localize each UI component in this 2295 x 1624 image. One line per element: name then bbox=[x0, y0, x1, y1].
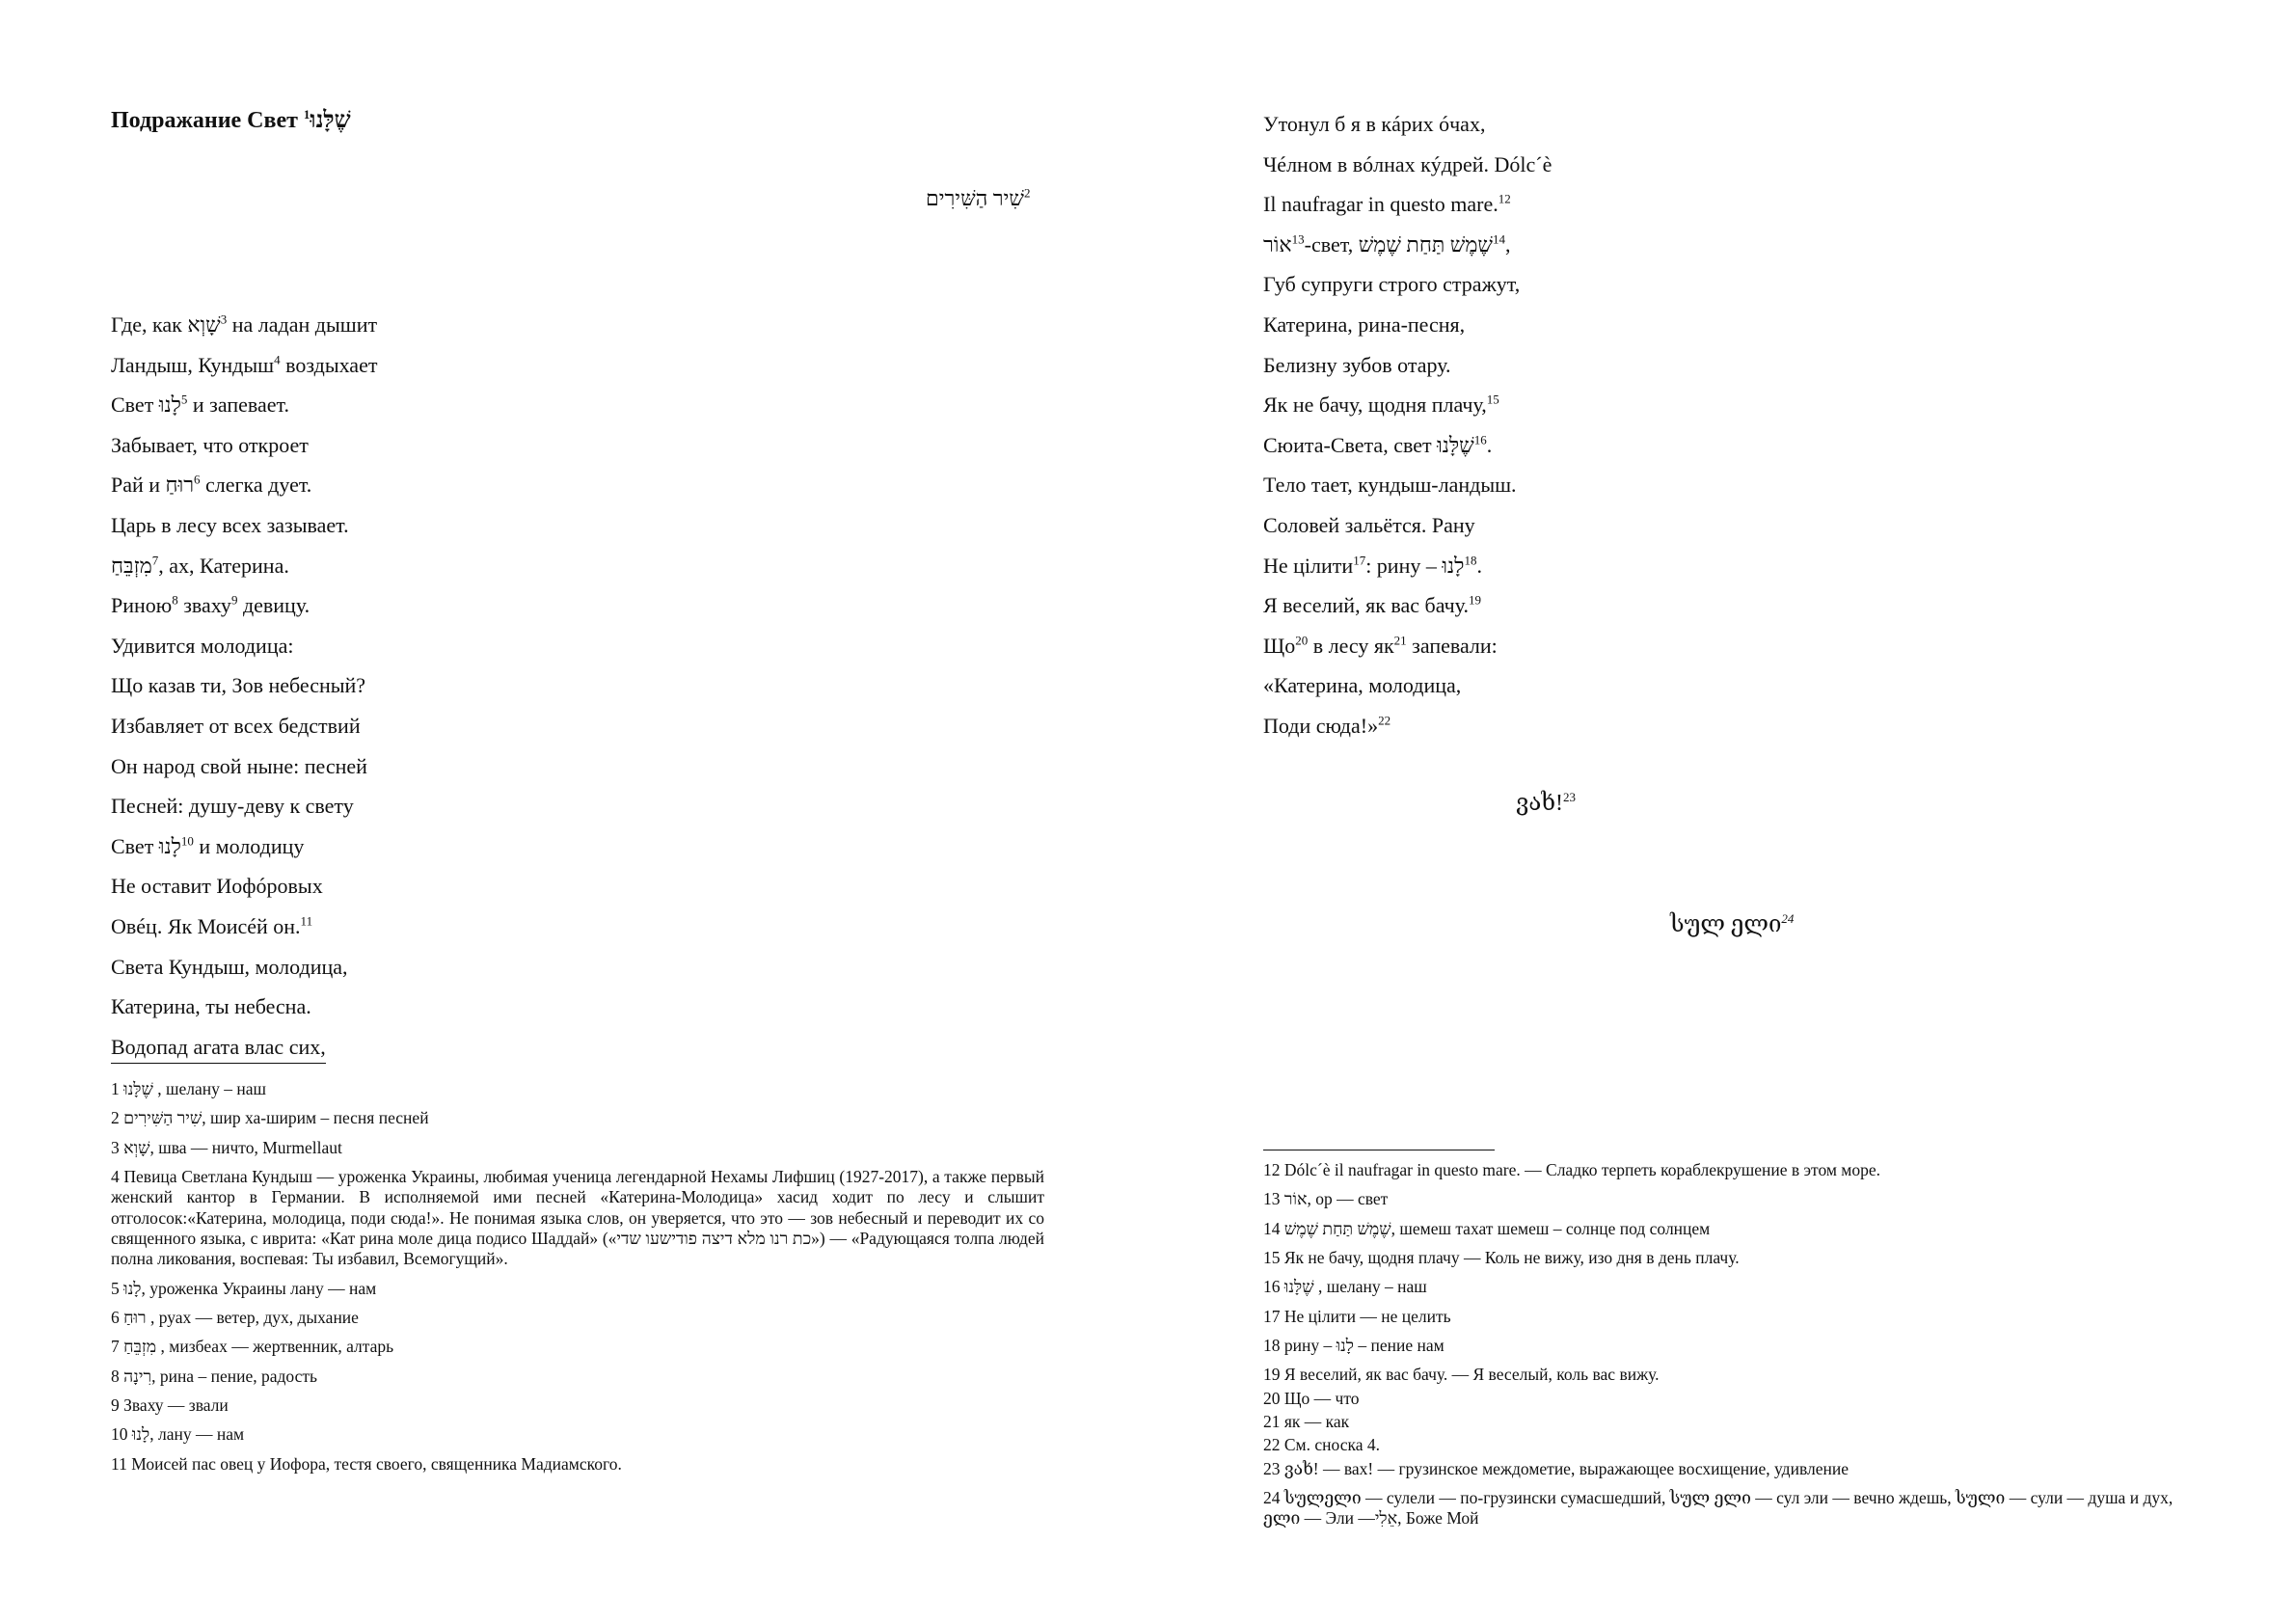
footnote-ref[interactable]: 22 bbox=[1378, 713, 1391, 728]
poem-line bbox=[1263, 665, 1552, 706]
line-text: зваху bbox=[177, 593, 231, 618]
poem-line bbox=[111, 385, 377, 425]
signature-text: სულ ელი bbox=[1670, 912, 1782, 937]
poem-line bbox=[1263, 264, 1552, 305]
line-text: Тело тает, кундыш-ландыш. bbox=[1263, 473, 1517, 498]
footnotes-right bbox=[1263, 1160, 2179, 1538]
footnote: 14 שֶׁמֶשׁ תַּחַת שֶׁמֶשׁ, шемеш тахат шемеш – солнце под солнцем bbox=[1263, 1218, 1711, 1238]
footnote: 9 Зваху — звали bbox=[111, 1395, 229, 1416]
footnote-ref[interactable]: 10 bbox=[180, 833, 194, 849]
poem-line bbox=[111, 866, 377, 907]
footnote: 13 אוֹר, ор — свет bbox=[1263, 1189, 1389, 1209]
hebrew-word: שֶׁלָּנוּ bbox=[1437, 432, 1474, 457]
line-text: Сюита-Света, свет bbox=[1263, 432, 1438, 457]
line-text: «Катерина, молодица, bbox=[1263, 673, 1462, 698]
poem-line bbox=[1263, 385, 1552, 425]
poem-line bbox=[111, 425, 377, 466]
poem-line bbox=[111, 505, 377, 546]
poem-stanza-left bbox=[111, 305, 377, 1067]
line-text: Катерина, ты небесна. bbox=[111, 994, 311, 1019]
line-text: Що bbox=[1263, 633, 1296, 658]
line-text: Риною bbox=[111, 593, 173, 618]
line-text: Избавляет от всех бедствий bbox=[111, 713, 361, 738]
poem-line bbox=[1263, 425, 1552, 466]
poem-line bbox=[111, 987, 377, 1027]
line-text: Царь в лесу всех зазывает. bbox=[111, 512, 349, 537]
hebrew-word: שָׁוְא bbox=[187, 312, 221, 337]
footnote-ref[interactable]: 23 bbox=[1563, 790, 1577, 804]
epigraph-text: שִׁיר הַשִּׁירִים bbox=[926, 186, 1024, 210]
poem-line bbox=[1263, 626, 1552, 666]
line-text: девицу. bbox=[237, 593, 310, 618]
poem-line bbox=[111, 665, 377, 706]
poem-line bbox=[111, 1027, 377, 1068]
footnote-ref[interactable]: 13 bbox=[1291, 231, 1305, 247]
line-text: Песней: душу-деву к свету bbox=[111, 794, 354, 819]
footnote: 1 שֶׁלָּנוּ , шелану – наш bbox=[111, 1079, 266, 1098]
line-text: воздыхает bbox=[280, 352, 378, 377]
poem-line bbox=[111, 546, 377, 586]
poem-line bbox=[1263, 505, 1552, 546]
footnote-ref[interactable]: 15 bbox=[1486, 392, 1499, 407]
footnote-ref[interactable]: 11 bbox=[300, 913, 313, 929]
poem-line bbox=[1263, 546, 1552, 586]
line-text: в лесу як bbox=[1308, 633, 1394, 658]
line-text: Катерина, рина-песня, bbox=[1263, 311, 1466, 337]
line-text: Ландыш, Кундыш bbox=[111, 352, 275, 377]
footnote-ref[interactable]: 7 bbox=[151, 553, 159, 568]
line-text: слегка дует. bbox=[200, 473, 312, 498]
line-text: : рину – bbox=[1365, 553, 1443, 578]
poem-line bbox=[1263, 145, 1552, 185]
hebrew-word: לָנוּ bbox=[1442, 553, 1465, 578]
footnotes-left bbox=[111, 1079, 1044, 1483]
footnote-ref[interactable]: 3 bbox=[220, 311, 228, 327]
line-text: Света Кундыш, молодица, bbox=[111, 954, 348, 979]
line-text: Где, как bbox=[111, 312, 188, 337]
poem-title-text: Подражание Свет שֶׁלָּנוּ bbox=[111, 108, 351, 133]
footnote: 17 Не цілити — не целить bbox=[1263, 1306, 1451, 1326]
footnote-ref[interactable]: 12 bbox=[1498, 191, 1511, 206]
footnote: 2 שִׁיר הַשִּׁירִים, шир ха-ширим – песня песней bbox=[111, 1108, 429, 1128]
line-text: Свет bbox=[111, 392, 159, 418]
line-text: Забывает, что откроет bbox=[111, 432, 309, 457]
hebrew-word: אוֹר bbox=[1263, 231, 1292, 257]
footnote: 3 שָׁוְא, шва — ничто, Murmellaut bbox=[111, 1137, 342, 1157]
line-text: Овéц. Як Моисéй он. bbox=[111, 913, 301, 938]
footnote: 20 Що — что bbox=[1263, 1388, 1360, 1408]
poem-line bbox=[111, 947, 377, 988]
line-text: Чéлном в вóлнах кýдрей. Dólc´è bbox=[1263, 151, 1552, 176]
footnote: 21 як — как bbox=[1263, 1412, 1350, 1432]
footnote-ref[interactable]: 19 bbox=[1468, 592, 1481, 608]
footnote: 8 רִינָה, рина – пение, радость bbox=[111, 1366, 317, 1386]
footnote: 10 לָנוּ, лану — нам bbox=[111, 1424, 245, 1445]
footnote-ref[interactable]: 21 bbox=[1393, 633, 1407, 648]
exclamation bbox=[1516, 789, 1576, 817]
footnote: 24 სულელი — сулели — по-грузински сумасшедший, სულ ელი — сул эли — вечно ждешь, სული — сули — душа и дух, ელი — Эли —אֵלִי, Боже Мой bbox=[1263, 1488, 2174, 1529]
footnote: 11 Моисей пас овец у Иофора, тестя своего, священника Мадиамского. bbox=[111, 1453, 622, 1474]
footnote-ref[interactable]: 6 bbox=[194, 473, 201, 488]
poem-line bbox=[111, 626, 377, 666]
hebrew-word: רוּחַ bbox=[165, 473, 195, 498]
poem-line bbox=[1263, 585, 1552, 626]
epigraph bbox=[926, 186, 1030, 211]
line-text: Il naufragar in questo mare. bbox=[1263, 192, 1498, 217]
footnote-ref[interactable]: 20 bbox=[1295, 633, 1309, 648]
footnote: 18 рину – לָנוּ – пение нам bbox=[1263, 1336, 1444, 1356]
line-text: Рай и bbox=[111, 473, 166, 498]
footnote: 4 Певица Светлана Кундыш — уроженка Украины, любимая ученица легендарной Нехамы Лифшиц (1927-2017), а также первый женский кантор в Германии. В исполняемой ими песней «Катерина-Молодица» хасид ходит по лесу и слышит отголосок:«Катерина, молодица, поди сюда!». Не понимая языка слов, он уверяется, что это — зов небесный и переводит их со священного языка, с иврита: «Кат рина моле дица подисо Шаддай» («כת רנו מלא דיצה פודישעו שדי») — «Радующаяся толпа людей полна ликования, воспевая: Ты избавил, Всемогущий». bbox=[111, 1167, 1044, 1269]
footnote-ref[interactable]: 2 bbox=[1023, 185, 1031, 201]
line-text: Як не бачу, щодня плачу, bbox=[1263, 392, 1487, 418]
footnote-ref[interactable]: 14 bbox=[1492, 231, 1505, 247]
signature bbox=[1670, 910, 1794, 938]
line-text: Свет bbox=[111, 833, 159, 858]
line-text: Що казав ти, Зов небесный? bbox=[111, 673, 366, 698]
right-page bbox=[1263, 0, 2189, 1624]
line-text: Он народ свой ныне: песней bbox=[111, 753, 367, 778]
line-text: Губ супруги строго стражут, bbox=[1263, 272, 1521, 297]
line-text: . bbox=[1486, 432, 1493, 457]
footnote-ref[interactable]: 18 bbox=[1464, 553, 1477, 568]
line-text: Утонул б я в кáрих óчах, bbox=[1263, 112, 1486, 136]
footnote-ref[interactable]: 4 bbox=[274, 352, 281, 367]
poem-line bbox=[1263, 305, 1552, 345]
line-text: , ах, Катерина. bbox=[158, 553, 289, 578]
hebrew-word: שֶׁמֶשׁ תַּחַת שֶׁמֶשׁ bbox=[1358, 231, 1493, 257]
footnote-ref[interactable]: 5 bbox=[180, 392, 188, 407]
hebrew-word: מִזְבֵּחַ bbox=[111, 553, 152, 578]
poem-line bbox=[111, 305, 377, 345]
footnote: 15 Як не бачу, щодня плачу — Коль не вижу, изо дня в день плачу. bbox=[1263, 1248, 1740, 1268]
line-text: и запевает. bbox=[187, 392, 289, 418]
footnote-ref[interactable]: 24 bbox=[1781, 911, 1795, 926]
footnote: 5 לָנוּ, уроженка Украины лану — нам bbox=[111, 1278, 377, 1298]
footnote: 7 מִזְבֵּחַ , мизбеах — жертвенник, алтарь bbox=[111, 1337, 394, 1357]
hebrew-word: לָנוּ bbox=[158, 392, 181, 418]
poem-line bbox=[1263, 104, 1552, 145]
footnote: 22 См. сноска 4. bbox=[1263, 1435, 1380, 1455]
line-text: на ладан дышит bbox=[227, 312, 378, 337]
poem-line bbox=[111, 786, 377, 826]
left-page bbox=[111, 0, 1046, 1624]
poem-line bbox=[111, 907, 377, 947]
footnote-ref[interactable]: 8 bbox=[172, 592, 178, 608]
line-text: запевали: bbox=[1406, 633, 1498, 658]
poem-stanza-right bbox=[1263, 104, 1552, 746]
poem-title bbox=[111, 108, 351, 134]
footnote-ref[interactable]: 1 bbox=[303, 107, 310, 122]
footnote-ref[interactable]: 17 bbox=[1353, 553, 1366, 568]
footnote-ref[interactable]: 9 bbox=[230, 592, 238, 608]
line-text: Удивится молодица: bbox=[111, 633, 294, 658]
footnote-ref[interactable]: 16 bbox=[1473, 432, 1487, 447]
poem-line bbox=[1263, 225, 1552, 265]
footnote: 16 שֶׁלָּנוּ , шелану – наш bbox=[1263, 1277, 1427, 1297]
poem-line bbox=[1263, 465, 1552, 505]
poem-line bbox=[111, 585, 377, 626]
line-text: Поди сюда!» bbox=[1263, 713, 1379, 738]
line-text: -свет, bbox=[1304, 231, 1359, 257]
exclamation-text: ვახ! bbox=[1516, 791, 1564, 816]
line-text: Соловей зальётся. Рану bbox=[1263, 512, 1475, 537]
footnote: 23 ვახ! — вах! — грузинское междометие, выражающее восхищение, удивление bbox=[1263, 1458, 1849, 1478]
line-text: Я веселий, як вас бачу. bbox=[1263, 593, 1469, 618]
line-text: , bbox=[1504, 231, 1511, 257]
line-text: Не цілити bbox=[1263, 553, 1354, 578]
footnote: 6 רוּחַ , руах — ветер, дух, дыхание bbox=[111, 1308, 359, 1328]
footnote: 19 Я веселий, як вас бачу. — Я веселый, коль вас вижу. bbox=[1263, 1365, 1660, 1385]
poem-line bbox=[111, 465, 377, 505]
poem-line bbox=[1263, 706, 1552, 746]
poem-line bbox=[1263, 184, 1552, 225]
line-text: . bbox=[1476, 553, 1482, 578]
poem-line bbox=[111, 706, 377, 746]
line-text: и молодицу bbox=[193, 833, 305, 858]
poem-line bbox=[111, 345, 377, 386]
poem-line bbox=[111, 826, 377, 867]
line-text: Белизну зубов отару. bbox=[1263, 352, 1451, 377]
poem-line bbox=[1263, 345, 1552, 386]
footnote: 12 Dólc´è il naufragar in questo mare. — Сладко терпеть кораблекрушение в этом море. bbox=[1263, 1160, 1881, 1179]
poem-line bbox=[111, 746, 377, 787]
line-text: Не оставит Иофóровых bbox=[111, 874, 323, 899]
line-text: Водопад агата влас сих, bbox=[111, 1034, 326, 1059]
hebrew-word: לָנוּ bbox=[158, 833, 181, 858]
poem-line-text bbox=[111, 1032, 326, 1064]
